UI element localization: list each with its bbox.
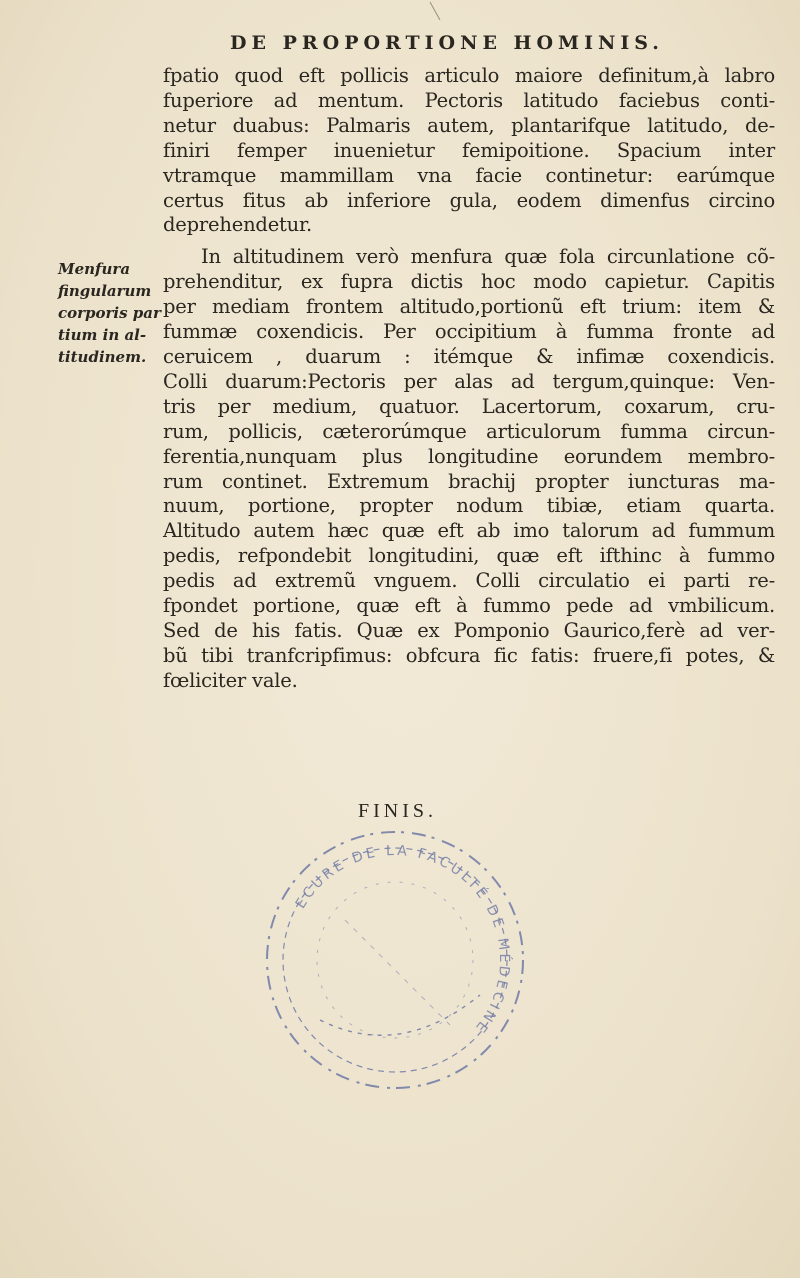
text-line: bũ tibi tranfcripfimus: obfcura fic fatis: fruere,fi potes, & xyxy=(163,643,775,667)
text-line: tris per medium, quatuor. Lacertorum, coxarum, cru- xyxy=(163,394,775,418)
text-line: certus fitus ab inferiore gula, eodem dimenfus circino xyxy=(163,188,775,212)
text-line: fummæ coxendicis. Per occipitium à fumma fronte ad xyxy=(163,320,775,344)
text-line: rum, pollicis, cæterorúmque articulorum fumma circun- xyxy=(163,419,775,443)
margin-note xyxy=(58,258,163,368)
finis-colophon: FINIS. xyxy=(358,800,438,822)
text-line: vtramque mammillam vna facie continetur: earúmque xyxy=(163,163,775,187)
library-stamp xyxy=(250,810,540,1100)
text-line: Colli duarum:Pectoris per alas ad tergum,quinque: Ven- xyxy=(163,369,775,393)
text-line: nuum, portione, propter nodum tibiæ, etiam quarta. xyxy=(163,494,775,518)
text-line: Sed de his fatis. Quæ ex Pomponio Gaurico,ferè ad ver- xyxy=(163,618,775,642)
text-line: netur duabus: Palmaris autem, plantarifque latitudo, de- xyxy=(163,113,775,137)
margin-note-line: fingularum xyxy=(58,282,152,300)
text-line: fuperiore ad mentum. Pectoris latitudo faciebus conti- xyxy=(163,88,775,112)
margin-note-line: tium in al- xyxy=(58,326,147,344)
text-line: ferentia,nunquam plus longitudine eorundem membro- xyxy=(163,444,775,468)
margin-note-line: titudinem. xyxy=(58,348,147,366)
text-line: prehenditur, ex fupra dictis hoc modo capietur. Capitis xyxy=(163,270,775,294)
body-text xyxy=(163,64,775,694)
text-line: per mediam frontem altitudo,portionũ eft trium: item & xyxy=(163,295,775,319)
text-line: fœliciter vale. xyxy=(163,668,298,692)
text-line: rum continet. Extremum brachij propter iuncturas ma- xyxy=(163,469,775,493)
text-line: finiri femper inuenietur femipoitione. Spacium inter xyxy=(163,138,775,162)
margin-note-line: Menfura xyxy=(58,260,131,278)
text-line: fpondet portione, quæ eft à fummo pede ad vmbilicum. xyxy=(163,594,775,618)
stray-mark xyxy=(426,0,446,22)
text-line: fpatio quod eft pollicis articulo maiore definitum,à labro xyxy=(163,64,775,87)
text-line: In altitudinem verò menfura quæ fola circunlatione cõ- xyxy=(201,245,775,269)
text-line: pedis ad extremũ vnguem. Colli circulatio ei parti re- xyxy=(163,569,775,593)
text-line: deprehendetur. xyxy=(163,213,313,237)
text-line: ceruicem , duarum : itémque & infimæ coxendicis. xyxy=(163,344,775,368)
margin-note-line: corporis par xyxy=(58,304,161,322)
svg-text:ECURE DE LA FACULTÉ DE MÉDECIN: ECURE DE LA FACULTÉ DE MÉDECINE xyxy=(292,842,513,1038)
running-header: DE PROPORTIONE HOMINIS. xyxy=(230,32,664,54)
text-line: Altitudo autem hæc quæ eft ab imo talorum ad fummum xyxy=(163,519,775,543)
text-line: pedis, refpondebit longitudini, quæ eft ifthinc à fummo xyxy=(163,544,775,568)
